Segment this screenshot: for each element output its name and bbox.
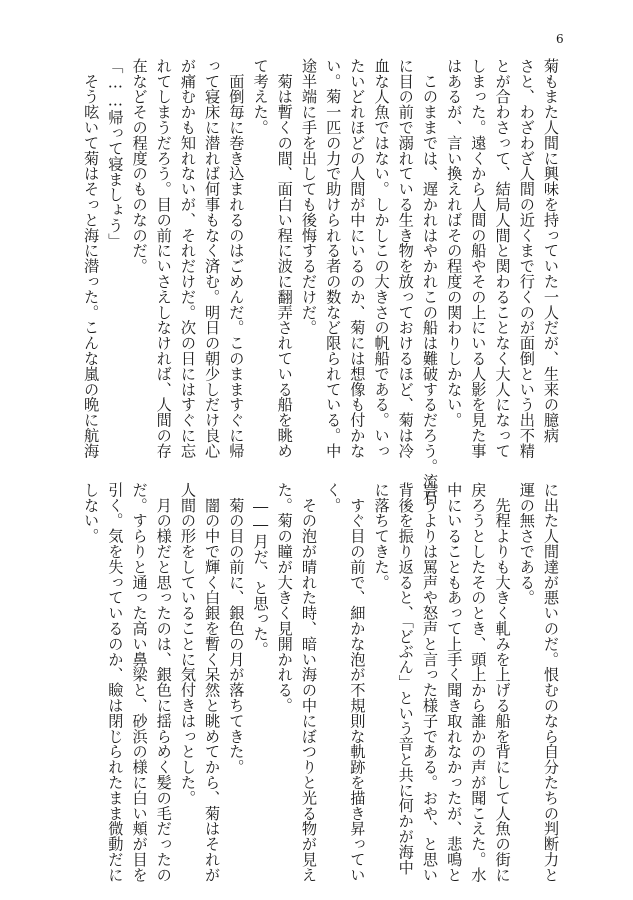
text-line: さと、わざわざ人間の近くまで行くのが面倒という出不精 [517, 58, 536, 459]
text-line: 在などその程度のものなのだ。 [130, 58, 149, 274]
text-line: しない。 [82, 482, 101, 544]
text-line: はあるが、言い換えればその程度の関わりしかない。 [445, 58, 464, 428]
text-line: とが合わさって、結局人間と関わることなく大人になって [493, 58, 512, 459]
page-number: 6 [556, 32, 564, 46]
text-line: そう呟いて菊はそっと海に潜った。こんな嵐の晩に航海 [82, 58, 101, 459]
text-line: 菊は暫くの間、面白い程に波に翻弄されている船を眺め [275, 58, 294, 459]
text-line: たいどれほどの人間が中にいるのか、菊には想像も付かな [348, 58, 367, 459]
text-line: れてしまうだろう。目の前にいさえしなければ、人間の存 [154, 58, 173, 459]
text-block-lower [82, 482, 563, 883]
text-line: が痛むかも知れないが、それだけだ。次の日にはすぐに忘 [178, 58, 197, 459]
text-line: 血な人魚ではない。しかしこの大きさの帆船である。いっ [372, 58, 391, 459]
text-line: 「……帰って寝ましょう」 [106, 58, 125, 249]
text-line: 面倒毎に巻き込まれるのはごめんだ。このまますぐに帰 [227, 58, 246, 459]
text-line: 闇の中で輝く白銀を暫く呆然と眺めてから、菊はそれが [203, 482, 222, 883]
text-line: に目の前で溺れている生き物を放っておけるほど、菊は冷 [396, 58, 415, 459]
text-line: 運の無さである。 [517, 482, 536, 606]
text-line: 引く。気を失っているのか、瞼は閉じられたまま微動だに [106, 482, 125, 883]
text-line: 中にいることもあって上手く聞き取れなかったが、悲鳴と [445, 482, 464, 883]
text-line: 背後を振り返ると、「どぶん」という音と共に何かが海中 [396, 482, 415, 875]
text-line: い。菊一匹の力で助けられる者の数など限られている。中 [324, 58, 343, 459]
text-line: 先程よりも大きく軋みを上げる船を背にして人魚の街に [493, 482, 512, 883]
text-line: く。 [324, 482, 343, 513]
text-line: 月の様だと思ったのは、銀色に揺らめく髪の毛だったの [154, 482, 173, 883]
text-line: しまった。遠くから人間の船やその上にいる人影を見た事 [469, 58, 488, 459]
text-line: すぐ目の前で、細かな泡が不規則な軌跡を描き昇ってい [348, 482, 367, 883]
text-line: って寝床に潜れば何事もなく済む。明日の朝少しだけ良心 [203, 58, 222, 459]
text-line: 菊の目の前に、銀色の月が落ちてきた。 [227, 482, 246, 775]
text-line: に落ちてきた。 [372, 482, 391, 590]
text-line: に出た人間達が悪いのだ。恨むのなら自分たちの判断力と [542, 482, 560, 883]
text-line: 戻ろうとしたそのとき、頭上から誰かの声が聞こえた。水 [469, 482, 488, 883]
text-line: その泡が晴れた時、暗い海の中にぼつりと光る物が見え [299, 482, 318, 883]
text-line: ――月だ、と思った。 [251, 482, 270, 657]
text-line: このままでは、遅かれはやかれこの船は難破するだろう。流石 [420, 58, 439, 505]
text-line: て考えた。 [251, 58, 270, 135]
text-line: た。菊の瞳が大きく見開かれる。 [275, 482, 294, 713]
text-line: 人間の形をしていることに気付きはっとした。 [178, 482, 197, 806]
text-block-upper [43, 58, 563, 505]
text-line: だ。すらりと通った高い鼻梁と、砂浜の様に白い頬が目を [130, 482, 149, 883]
text-line: 菊もまた人間に興味を持っていた一人だが、生来の臆病 [542, 58, 560, 443]
text-line: 途半端に手を出しても後悔するだけだ。 [299, 58, 318, 336]
text-line: 言うよりは罵声や怒声と言った様子である。おや、と思い [420, 482, 439, 883]
